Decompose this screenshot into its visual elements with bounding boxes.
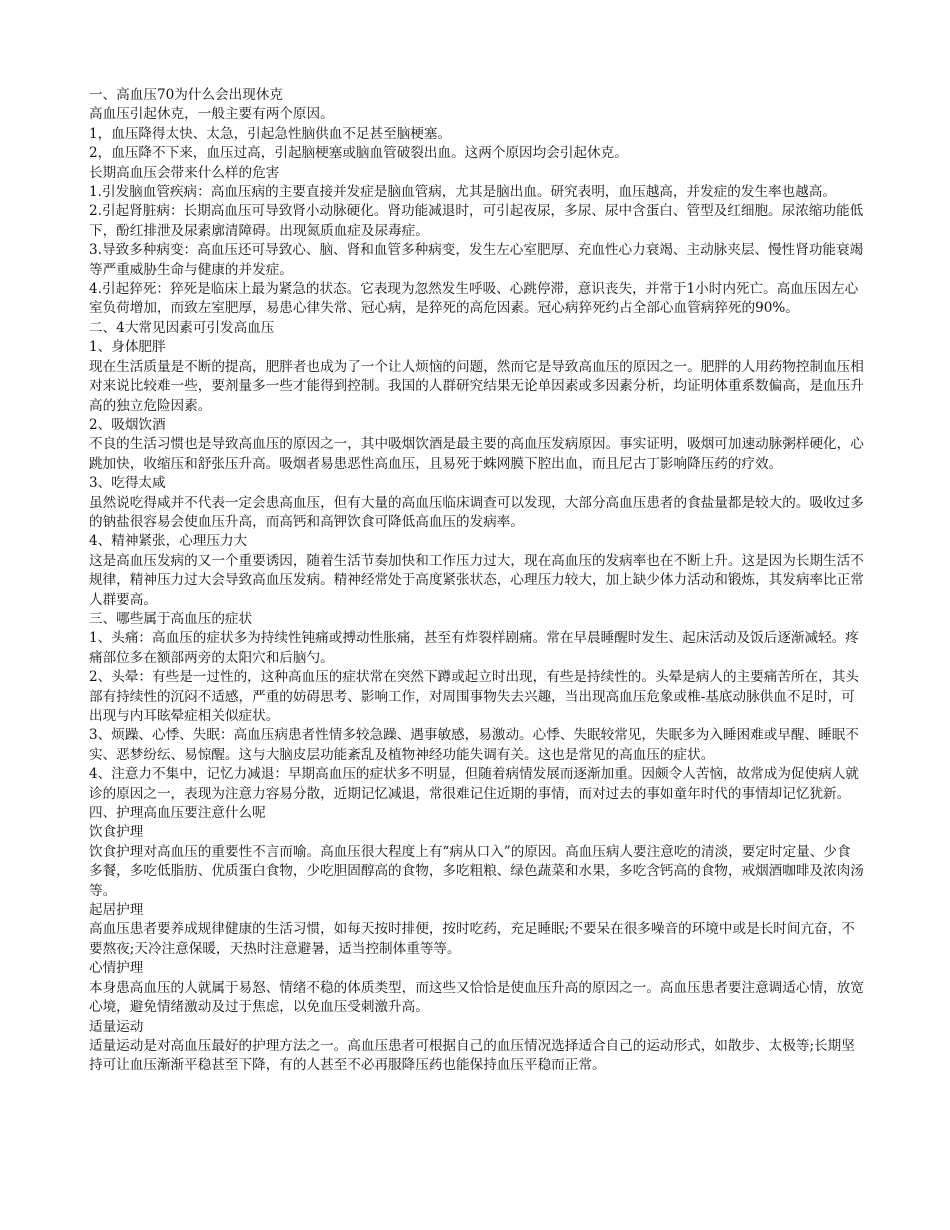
- paragraph: 2.引起肾脏病：长期高血压可导致肾小动脉硬化。肾功能减退时，可引起夜尿，多尿、尿中含蛋白、管型及红细胞。尿浓缩功能低下，酚红排泄及尿素廓清障碍。出现氮质血症及尿毒症。: [89, 203, 864, 239]
- paragraph: 这是高血压发病的又一个重要诱因，随着生活节奏加快和工作压力过大，现在高血压的发病率也在不断上升。这是因为长期生活不规律，精神压力过大会导致高血压发病。精神经常处于高度紧张状态，心理压力较大，加上缺少体力活动和锻炼，其发病率比正常人群要高。: [89, 552, 864, 608]
- paragraph: 适量运动是对高血压最好的护理方法之一。高血压患者可根据自己的血压情况选择适合自己的运动形式，如散步、太极等;长期坚持可让血压渐渐平稳甚至下降，有的人甚至不必再服降压药也能保持血压平稳而正常。: [89, 1037, 855, 1074]
- subheading: 1、身体肥胖: [89, 339, 166, 356]
- paragraph: 2、头晕：有些是一过性的，这种高血压的症状常在突然下蹲或起立时出现，有些是持续性的。头晕是病人的主要痛苦所在，其头部有持续性的沉闷不适感，严重的妨碍思考、影响工作，对周围事物失去兴趣，当出现高血压危象或椎-基底动脉供血不足时，可出现与内耳眩晕症相关似症状。: [89, 669, 859, 724]
- paragraph: 2，血压降不下来，血压过高，引起脑梗塞或脑血管破裂出血。这两个原因均会引起休克。: [89, 145, 628, 162]
- paragraph: 不良的生活习惯也是导致高血压的原因之一，其中吸烟饮酒是最主要的高血压发病原因。事实证明，吸烟可加速动脉粥样硬化，心跳加快，收缩压和舒张压升高。吸烟者易患恶性高血压，且易死于蛛网膜下腔出血，而且尼古丁影响降压药的疗效。: [89, 436, 864, 472]
- paragraph: 饮食护理对高血压的重要性不言而喻。高血压很大程度上有“病从口入”的原因。高血压病人要注意吃的清淡，要定时定量、少食多餐，多吃低脂肪、优质蛋白食物，少吃胆固醇高的食物，多吃粗粮、绿色蔬菜和水果，多吃含钙高的食物，戒烟酒咖啡及浓肉汤等。: [89, 843, 864, 899]
- paragraph: 本身患高血压的人就属于易怒、情绪不稳的体质类型，而这些又恰恰是使血压升高的原因之一。高血压患者要注意调适心情，放宽心境，避免情绪激动及过于焦虑，以免血压受刺激升高。: [89, 979, 864, 1016]
- subheading: 长期高血压会带来什么样的危害: [89, 164, 280, 181]
- paragraph: 3.导致多种病变：高血压还可导致心、脑、肾和血管多种病变，发生左心室肥厚、充血性心力衰竭、主动脉夹层、慢性肾功能衰竭等严重威胁生命与健康的并发症。: [89, 242, 864, 278]
- paragraph: 1.引发脑血管疾病：高血压病的主要直接并发症是脑血管病，尤其是脑出血。研究表明，血压越高，并发症的发生率也越高。: [89, 184, 837, 201]
- subheading: 起居护理: [89, 902, 144, 919]
- paragraph: 4、注意力不集中，记忆力减退：早期高血压的症状多不明显，但随着病情发展而逐渐加重。因颇令人苦恼，故常成为促使病人就诊的原因之一，表现为注意力容易分散，近期记忆减退，常很难记住近期的事情，而对过去的事如童年时代的事情却记忆犹新。: [89, 766, 859, 802]
- paragraph: 3、烦躁、心悸、失眠：高血压病患者性情多较急躁、遇事敏感，易激动。心悸、失眠较常见，失眠多为入睡困难或早醒、睡眠不实、恶梦纷纭、易惊醒。这与大脑皮层功能紊乱及植物神经功能失调有关。这也是常见的高血压的症状。: [89, 727, 859, 763]
- section-heading-1: 一、高血压70为什么会出现休克: [89, 87, 284, 103]
- paragraph: 1，血压降得太快、太急，引起急性脑供血不足甚至脑梗塞。: [89, 125, 452, 142]
- section-heading-3: 三、哪些属于高血压的症状: [89, 610, 253, 627]
- subheading: 心情护理: [89, 960, 144, 977]
- subheading: 适量运动: [89, 1018, 144, 1035]
- paragraph: 4.引起猝死：猝死是临床上最为紧急的状态。它表现为忽然发生呼吸、心跳停滞，意识丧失，并常于1小时内死亡。高血压因左心室负荷增加，而致左室肥厚，易患心律失常、冠心病，是猝死的高危因素。冠心病猝死约占全部心血管病猝死的90%。: [89, 281, 859, 317]
- paragraph: 高血压患者要养成规律健康的生活习惯，如每天按时排便，按时吃药，充足睡眠;不要呆在很多噪音的环境中或是长时间亢奋，不要熬夜;天冷注意保暖，天热时注意避暑，适当控制体重等等。: [89, 921, 855, 957]
- section-heading-2: 二、4大常见因素可引发高血压: [89, 319, 275, 336]
- paragraph: 虽然说吃得咸并不代表一定会患高血压，但有大量的高血压临床调查可以发现，大部分高血压患者的食盐量都是较大的。吸收过多的钠盐很容易会使血压升高，而高钙和高钾饮食可降低高血压的发病率。: [89, 494, 864, 530]
- paragraph: 高血压引起休克，一般主要有两个原因。: [89, 106, 334, 123]
- subheading: 2、吸烟饮酒: [89, 416, 166, 433]
- subheading: 4、精神紧张，心理压力大: [89, 533, 248, 550]
- subheading: 饮食护理: [89, 824, 144, 841]
- subheading: 3、吃得太咸: [89, 475, 166, 492]
- paragraph: 1、头痛：高血压的症状多为持续性钝痛或搏动性胀痛，甚至有炸裂样剧痛。常在早晨睡醒时发生、起床活动及饭后逐渐减轻。疼痛部位多在额部两旁的太阳穴和后脑勺。: [89, 630, 859, 666]
- paragraph: 现在生活质量是不断的提高，肥胖者也成为了一个让人烦恼的问题，然而它是导致高血压的原因之一。肥胖的人用药物控制血压相对来说比较难一些，要剂量多一些才能得到控制。我国的人群研究结果无论单因素或多因素分析，均证明体重系数偏高，是血压升高的独立危险因素。: [89, 358, 864, 414]
- section-heading-4: 四、护理高血压要注意什么呢: [89, 805, 266, 822]
